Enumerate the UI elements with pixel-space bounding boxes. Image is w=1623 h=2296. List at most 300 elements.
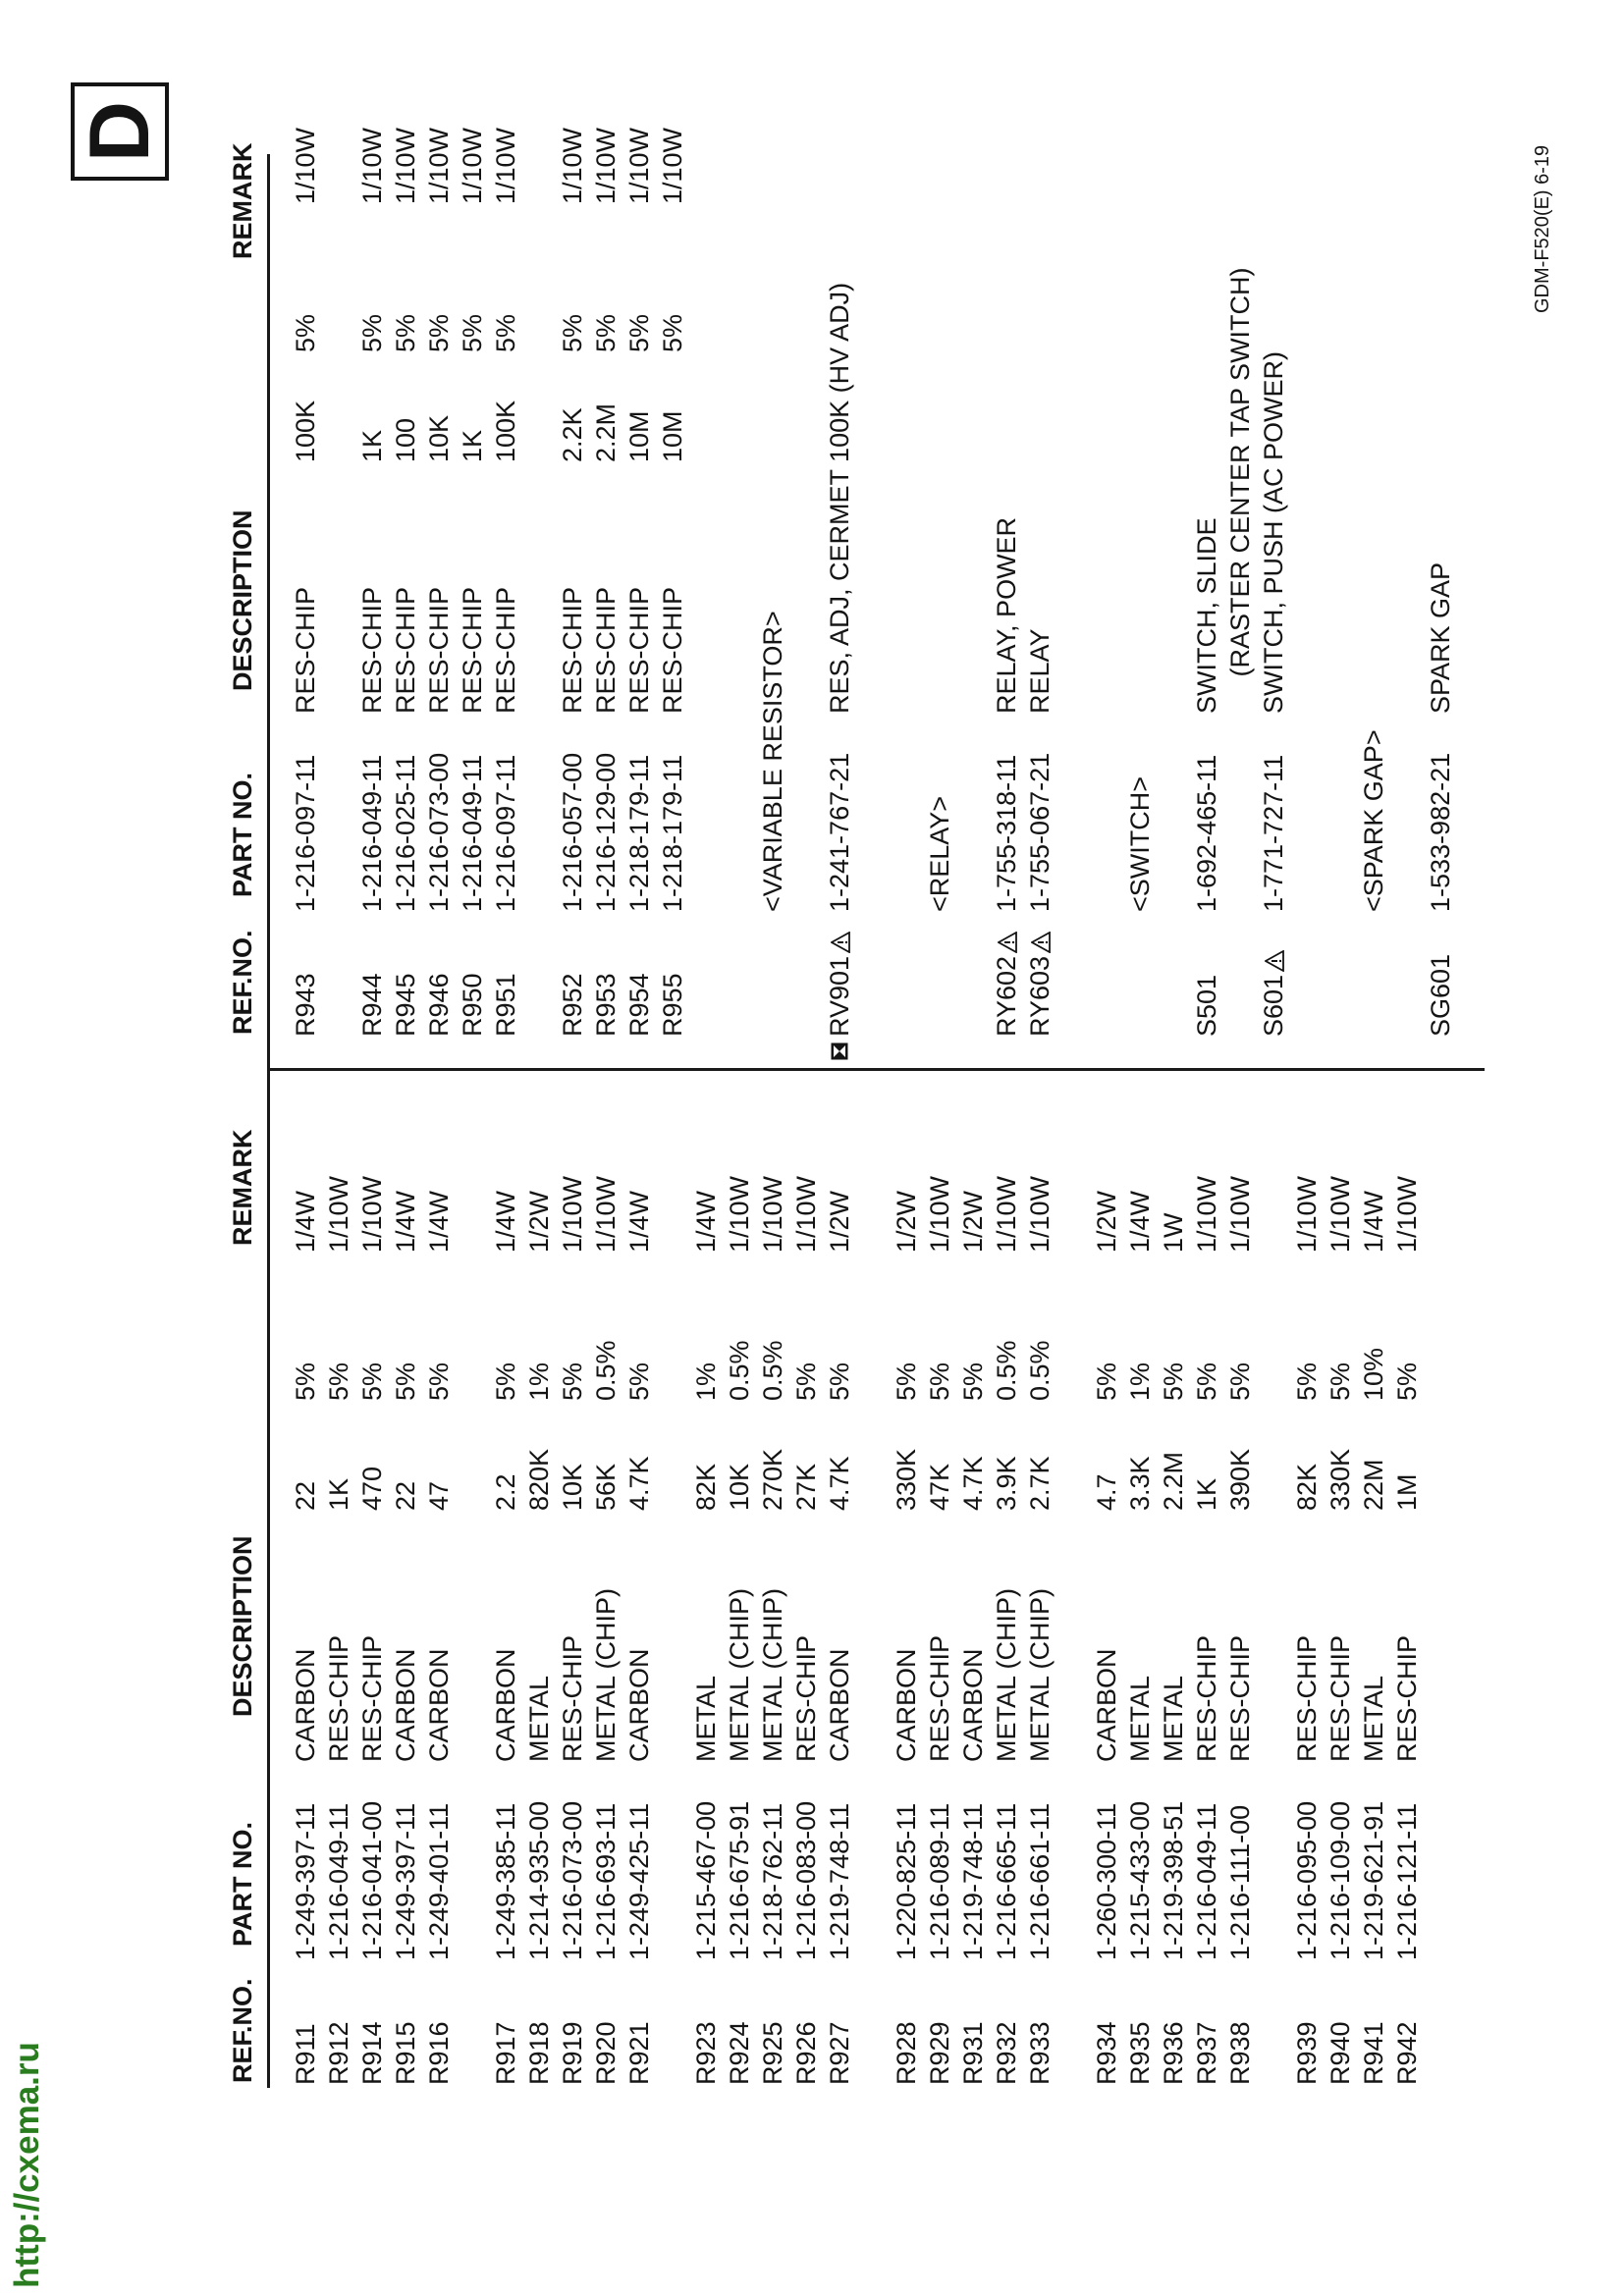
- part-no: 1-249-397-11: [291, 1802, 320, 1960]
- tolerance: 1%: [524, 1362, 554, 1401]
- ref-no-cell: [1123, 1960, 1157, 2085]
- ref-no-cell: [1223, 1960, 1257, 2085]
- remark: 1/2W: [825, 1190, 854, 1253]
- ref-no-cell: [689, 1960, 723, 2085]
- part-no: 1-249-425-11: [624, 1802, 654, 1960]
- table-row: [1157, 1115, 1190, 2085]
- remark: 1/10W: [458, 127, 487, 204]
- description: RES-CHIP: [1292, 1634, 1322, 1762]
- ref-no: R923: [691, 2021, 721, 2085]
- section-letter: D: [73, 100, 167, 163]
- ref-no-cell: [1357, 1960, 1390, 2085]
- ref-no-cell: [389, 1960, 422, 2085]
- value: 10K: [725, 1463, 754, 1511]
- table-row: [823, 1115, 856, 2085]
- value: 3.3K: [1125, 1456, 1155, 1511]
- part-no: 1-216-097-11: [291, 754, 320, 912]
- tolerance: 5%: [458, 313, 487, 352]
- remark: 1/10W: [925, 1175, 954, 1253]
- part-no: 1-216-095-00: [1292, 1800, 1322, 1960]
- ref-no: R933: [1025, 2021, 1055, 2085]
- description: CARBON: [491, 1648, 520, 1762]
- table-spacer: [1090, 67, 1123, 1037]
- ref-no: R924: [725, 2021, 754, 2085]
- warning-triangle-icon: [1031, 932, 1051, 953]
- value: 10K: [424, 414, 454, 462]
- ref-no: R916: [424, 2021, 454, 2085]
- part-no: 1-215-467-00: [691, 1800, 721, 1960]
- remark: 1/10W: [391, 127, 420, 204]
- table-spacer: [656, 1115, 689, 2085]
- table-row: [1257, 67, 1290, 1037]
- remark: 1/10W: [1225, 1175, 1255, 1253]
- ref-no-cell: [389, 912, 422, 1037]
- value: 10M: [624, 410, 654, 462]
- warning-triangle-icon: [1265, 950, 1284, 972]
- value: 1K: [1192, 1477, 1221, 1511]
- ref-no: R932: [992, 2021, 1021, 2085]
- table-row: [1023, 67, 1056, 1037]
- part-no: 1-249-385-11: [491, 1802, 520, 1960]
- remark: 1/10W: [424, 127, 454, 204]
- remark: 1/4W: [424, 1190, 454, 1253]
- ref-no-cell: [1190, 912, 1223, 1037]
- part-no: 1-216-129-00: [591, 752, 621, 912]
- part-no: 1-219-621-91: [1359, 1800, 1388, 1960]
- table-row: [622, 1115, 656, 2085]
- tolerance: 1%: [691, 1362, 721, 1401]
- remark: 1/10W: [591, 1175, 621, 1253]
- remark: 1/10W: [291, 127, 320, 204]
- part-no: 1-220-825-11: [892, 1802, 921, 1960]
- remark: 1/10W: [992, 1175, 1021, 1253]
- table-row: [422, 1115, 456, 2085]
- table-spacer: [456, 1115, 489, 2085]
- description: CARBON: [825, 1648, 854, 1762]
- tolerance: 0.5%: [758, 1340, 787, 1401]
- ref-no-cell: [489, 912, 522, 1037]
- tolerance: 1%: [1125, 1362, 1155, 1401]
- value: 330K: [1325, 1448, 1355, 1511]
- value: 47: [424, 1480, 454, 1511]
- part-no: 1-218-179-11: [658, 754, 687, 912]
- description: RES-CHIP: [925, 1634, 954, 1762]
- table-row: [1290, 1115, 1324, 2085]
- description: SWITCH, PUSH (AC POWER): [1259, 351, 1288, 714]
- ref-no-cell: [823, 912, 856, 1037]
- ref-no-cell: [890, 1960, 923, 2085]
- remark: 1/10W: [591, 127, 621, 204]
- value: 2.2M: [591, 402, 621, 462]
- ref-no: R936: [1159, 2021, 1188, 2085]
- ref-no: R918: [524, 2021, 554, 2085]
- part-no: 1-249-401-11: [424, 1802, 454, 1960]
- header-description-left: DESCRIPTION: [228, 1535, 257, 1717]
- warning-mark: [825, 931, 854, 956]
- ref-no: R937: [1192, 2021, 1221, 2085]
- ref-no: R934: [1092, 2021, 1121, 2085]
- value: 4.7: [1092, 1473, 1121, 1511]
- description: RES-CHIP: [1392, 1634, 1422, 1762]
- section-heading: [923, 67, 956, 1037]
- table-spacer: [890, 67, 923, 1037]
- description: RES-CHIP: [424, 586, 454, 714]
- ref-no: SG601: [1426, 953, 1455, 1037]
- part-no: 1-216-675-91: [725, 1800, 754, 1960]
- tolerance: 5%: [491, 1362, 520, 1401]
- table-row: [622, 67, 656, 1037]
- remark: 1/10W: [1292, 1175, 1322, 1253]
- description: METAL: [1359, 1675, 1388, 1762]
- tolerance: 5%: [357, 313, 387, 352]
- ref-no-cell: [556, 1960, 589, 2085]
- section-heading-label: <RELAY>: [925, 795, 954, 912]
- part-no: 1-216-693-11: [591, 1802, 621, 1960]
- ref-no-cell: [622, 1960, 656, 2085]
- tolerance: 0.5%: [992, 1340, 1021, 1401]
- ref-no: R955: [658, 973, 687, 1037]
- tolerance: 5%: [825, 1362, 854, 1401]
- description: CARBON: [391, 1648, 420, 1762]
- table-row: [789, 1115, 823, 2085]
- tolerance: 5%: [1392, 1362, 1422, 1401]
- part-no: 1-216-121-11: [1392, 1802, 1422, 1960]
- part-no: 1-216-025-11: [391, 754, 420, 912]
- header-underline: [267, 154, 270, 2088]
- remark: 1/4W: [691, 1190, 721, 1253]
- ref-no-cell: [1390, 1960, 1424, 2085]
- parts-table-right: [289, 67, 1457, 1037]
- value: 2.2: [491, 1473, 520, 1511]
- ref-no: R927: [825, 2021, 854, 2085]
- tolerance: 5%: [291, 313, 320, 352]
- tolerance: 5%: [558, 313, 587, 352]
- section-heading-label: <SPARK GAP>: [1359, 729, 1388, 912]
- ref-no-cell: [923, 1960, 956, 2085]
- ref-no: R945: [391, 973, 420, 1037]
- tolerance: 5%: [892, 1362, 921, 1401]
- description: CARBON: [958, 1648, 988, 1762]
- description: RES-CHIP: [791, 1634, 821, 1762]
- remark: 1/4W: [291, 1190, 320, 1253]
- description: METAL: [691, 1675, 721, 1762]
- ref-no: R946: [424, 973, 454, 1037]
- value: 82K: [1292, 1463, 1322, 1511]
- description: RES-CHIP: [458, 586, 487, 714]
- header-ref-no-right: REF.NO.: [228, 930, 257, 1035]
- ref-no-cell: [756, 1960, 789, 2085]
- part-no: 1-216-049-11: [324, 1802, 353, 1960]
- remark: 1/10W: [1325, 1175, 1355, 1253]
- ref-no: RY602: [992, 955, 1021, 1037]
- remark: 1/10W: [725, 1175, 754, 1253]
- table-row: [656, 67, 689, 1037]
- value: 1K: [324, 1477, 353, 1511]
- tolerance: 5%: [658, 313, 687, 352]
- part-no: 1-692-465-11: [1192, 754, 1221, 912]
- ref-no-cell: [1190, 1960, 1223, 2085]
- value: 1K: [458, 429, 487, 462]
- table-spacer: [689, 67, 723, 1037]
- description: METAL (CHIP): [758, 1587, 787, 1762]
- part-no: 1-216-073-00: [558, 1800, 587, 1960]
- part-no: 1-218-762-11: [758, 1802, 787, 1960]
- table-row: [1324, 1115, 1357, 2085]
- description: SPARK GAP: [1426, 561, 1455, 714]
- tolerance: 5%: [424, 313, 454, 352]
- part-no: 1-755-318-11: [992, 754, 1021, 912]
- header-remark-right: REMARK: [228, 142, 257, 259]
- ref-no-cell: [1023, 1960, 1056, 2085]
- part-no: 1-215-433-00: [1125, 1800, 1155, 1960]
- value: 47K: [925, 1463, 954, 1511]
- description: CARBON: [291, 1648, 320, 1762]
- ref-no-cell: [422, 1960, 456, 2085]
- section-heading-label: <VARIABLE RESISTOR>: [758, 611, 787, 912]
- part-no: 1-218-179-11: [624, 754, 654, 912]
- description: RES-CHIP: [658, 586, 687, 714]
- table-row: [1390, 1115, 1424, 2085]
- tolerance: 5%: [958, 1362, 988, 1401]
- ref-no-cell: [1090, 1960, 1123, 2085]
- section-letter-box: [71, 82, 169, 181]
- table-row: [556, 1115, 589, 2085]
- remark: 1/4W: [624, 1190, 654, 1253]
- table-spacer: [322, 67, 355, 1037]
- remark: 1/10W: [1392, 1175, 1422, 1253]
- tolerance: 0.5%: [1025, 1340, 1055, 1401]
- ref-no-cell: [589, 1960, 622, 2085]
- part-no: 1-216-073-00: [424, 752, 454, 912]
- ref-no: R954: [624, 973, 654, 1037]
- tolerance: 5%: [791, 1362, 821, 1401]
- ref-no: R935: [1125, 2021, 1155, 2085]
- part-no: 1-214-935-00: [524, 1800, 554, 1960]
- table-row: [456, 67, 489, 1037]
- remark: 1/10W: [558, 1175, 587, 1253]
- table-row: [422, 67, 456, 1037]
- table-row: [823, 67, 856, 1037]
- value: 100K: [491, 400, 520, 462]
- remark: 1/2W: [892, 1190, 921, 1253]
- description: METAL (CHIP): [1025, 1587, 1055, 1762]
- value: 820K: [524, 1448, 554, 1511]
- table-row: [522, 1115, 556, 2085]
- description: RES-CHIP: [558, 1634, 587, 1762]
- value: 100K: [291, 400, 320, 462]
- value: 27K: [791, 1463, 821, 1511]
- ref-no-cell: [489, 1960, 522, 2085]
- ref-no-cell: [1324, 1960, 1357, 2085]
- ref-no-cell: [823, 1960, 856, 2085]
- ref-no: R928: [892, 2021, 921, 2085]
- ref-no-cell: [990, 912, 1023, 1037]
- warning-mark: [1259, 949, 1288, 975]
- table-spacer: [856, 1115, 890, 2085]
- value: 22: [291, 1480, 320, 1511]
- tolerance: 5%: [925, 1362, 954, 1401]
- table-row: [723, 1115, 756, 2085]
- value: 10K: [558, 1463, 587, 1511]
- table-row: [756, 1115, 789, 2085]
- part-no: 1-216-097-11: [491, 754, 520, 912]
- tolerance: 5%: [1325, 1362, 1355, 1401]
- column-separator: [267, 1068, 1485, 1071]
- table-row: [322, 1115, 355, 2085]
- ref-no: R941: [1359, 2021, 1388, 2085]
- part-no: 1-219-748-11: [825, 1802, 854, 1960]
- table-row: [1424, 67, 1457, 1037]
- warning-mark: [1025, 931, 1055, 956]
- header-description-right: DESCRIPTION: [228, 509, 257, 691]
- remark: 1/2W: [1092, 1190, 1121, 1253]
- part-no: 1-219-748-11: [958, 1802, 988, 1960]
- description: CARBON: [892, 1648, 921, 1762]
- tolerance: 5%: [1159, 1362, 1188, 1401]
- section-heading: [1123, 67, 1157, 1037]
- remark: 1/10W: [357, 1175, 387, 1253]
- ref-no: R920: [591, 2021, 621, 2085]
- description: METAL (CHIP): [992, 1587, 1021, 1762]
- value: 4.7K: [958, 1456, 988, 1511]
- value: 100: [391, 417, 420, 462]
- ref-no: R931: [958, 2021, 988, 2085]
- remark: 1/10W: [324, 1175, 353, 1253]
- description: RES, ADJ, CERMET 100K (HV ADJ): [825, 282, 854, 714]
- ref-no: R939: [1292, 2021, 1322, 2085]
- ref-no: R915: [391, 2021, 420, 2085]
- part-no: 1-771-727-11: [1259, 754, 1288, 912]
- ref-no-cell: [789, 1960, 823, 2085]
- table-row: [1190, 1115, 1223, 2085]
- description: SWITCH, SLIDE: [1192, 517, 1221, 714]
- table-row: [589, 1115, 622, 2085]
- ref-no: R951: [491, 973, 520, 1037]
- tolerance: 5%: [491, 313, 520, 352]
- table-row: [1357, 1115, 1390, 2085]
- header-part-no-right: PART NO.: [228, 773, 257, 897]
- remark: 1/10W: [1025, 1175, 1055, 1253]
- part-no: 1-241-767-21: [825, 752, 854, 912]
- description: METAL (CHIP): [591, 1587, 621, 1762]
- description: CARBON: [624, 1648, 654, 1762]
- table-row: [389, 1115, 422, 2085]
- remark: 1/10W: [791, 1175, 821, 1253]
- ref-no: S501: [1192, 974, 1221, 1037]
- description: METAL: [1159, 1675, 1188, 1762]
- description: CARBON: [424, 1648, 454, 1762]
- ref-no: RY603: [1025, 955, 1055, 1037]
- ref-no-cell: [990, 1960, 1023, 2085]
- table-row: [589, 67, 622, 1037]
- value: 82K: [691, 1463, 721, 1511]
- table-row: [1090, 1115, 1123, 2085]
- value: 22M: [1359, 1459, 1388, 1511]
- ref-no-cell: [289, 1960, 322, 2085]
- value: 1K: [357, 429, 387, 462]
- table-spacer: [1157, 67, 1190, 1037]
- ref-no: R953: [591, 973, 621, 1037]
- tolerance: 5%: [1292, 1362, 1322, 1401]
- remark: 1/4W: [491, 1190, 520, 1253]
- table-spacer: [1257, 1115, 1290, 2085]
- part-no: 1-216-089-11: [925, 1802, 954, 1960]
- table-row: [990, 1115, 1023, 2085]
- ref-no: R950: [458, 973, 487, 1037]
- tolerance: 5%: [324, 1362, 353, 1401]
- remark: 1/2W: [524, 1190, 554, 1253]
- ref-no: R940: [1325, 2021, 1355, 2085]
- part-no: 1-533-982-21: [1426, 752, 1455, 912]
- tolerance: 5%: [558, 1362, 587, 1401]
- ref-no: R911: [291, 2023, 320, 2085]
- value: 390K: [1225, 1448, 1255, 1511]
- description: METAL: [524, 1675, 554, 1762]
- table-spacer: [1290, 67, 1324, 1037]
- description: METAL: [1125, 1675, 1155, 1762]
- part-no: 1-216-109-00: [1325, 1800, 1355, 1960]
- remark: 1/2W: [958, 1190, 988, 1253]
- remark: 1/10W: [758, 1175, 787, 1253]
- ref-no: RV901: [825, 955, 854, 1037]
- description: RES-CHIP: [1325, 1634, 1355, 1762]
- value: 4.7K: [624, 1456, 654, 1511]
- table-row: [1223, 67, 1257, 1037]
- ref-no: R938: [1225, 2021, 1255, 2085]
- tolerance: 5%: [357, 1362, 387, 1401]
- tolerance: 5%: [291, 1362, 320, 1401]
- remark: 1/4W: [1125, 1190, 1155, 1253]
- ref-no: R912: [324, 2021, 353, 2085]
- part-no: 1-216-111-00: [1225, 1804, 1255, 1960]
- table-row: [1123, 1115, 1157, 2085]
- footer-url[interactable]: http://cxema.ru: [8, 2042, 46, 2288]
- description: RES-CHIP: [357, 1634, 387, 1762]
- header-ref-no-left: REF.NO.: [228, 1978, 257, 2083]
- remark: 1/4W: [391, 1190, 420, 1253]
- description: RES-CHIP: [1225, 1634, 1255, 1762]
- header-part-no-left: PART NO.: [228, 1822, 257, 1947]
- warning-triangle-icon: [998, 932, 1017, 953]
- remark: 1/10W: [491, 127, 520, 204]
- ref-no-cell: [1290, 1960, 1324, 2085]
- warning-triangle-icon: [831, 932, 850, 953]
- part-no: 1-216-661-11: [1025, 1802, 1055, 1960]
- remark: 1/10W: [658, 127, 687, 204]
- description: RES-CHIP: [324, 1634, 353, 1762]
- value: 56K: [591, 1463, 621, 1511]
- part-no: 1-260-300-11: [1092, 1802, 1121, 1960]
- part-no: 1-755-067-21: [1025, 752, 1055, 912]
- table-row: [990, 67, 1023, 1037]
- warning-mark: [992, 931, 1021, 956]
- table-spacer: [1390, 67, 1424, 1037]
- ref-no-cell: [422, 912, 456, 1037]
- part-no: 1-216-057-00: [558, 752, 587, 912]
- ref-no-cell: [956, 1960, 990, 2085]
- ref-no-cell: [456, 912, 489, 1037]
- ref-no-cell: [656, 912, 689, 1037]
- value: 10M: [658, 410, 687, 462]
- description: RES-CHIP: [391, 586, 420, 714]
- tolerance: 5%: [391, 313, 420, 352]
- table-row: [1223, 1115, 1257, 2085]
- description: RELAY: [1025, 628, 1055, 714]
- table-row: [923, 1115, 956, 2085]
- value: 1M: [1392, 1473, 1422, 1511]
- ref-no: R925: [758, 2021, 787, 2085]
- table-spacer: [723, 67, 756, 1037]
